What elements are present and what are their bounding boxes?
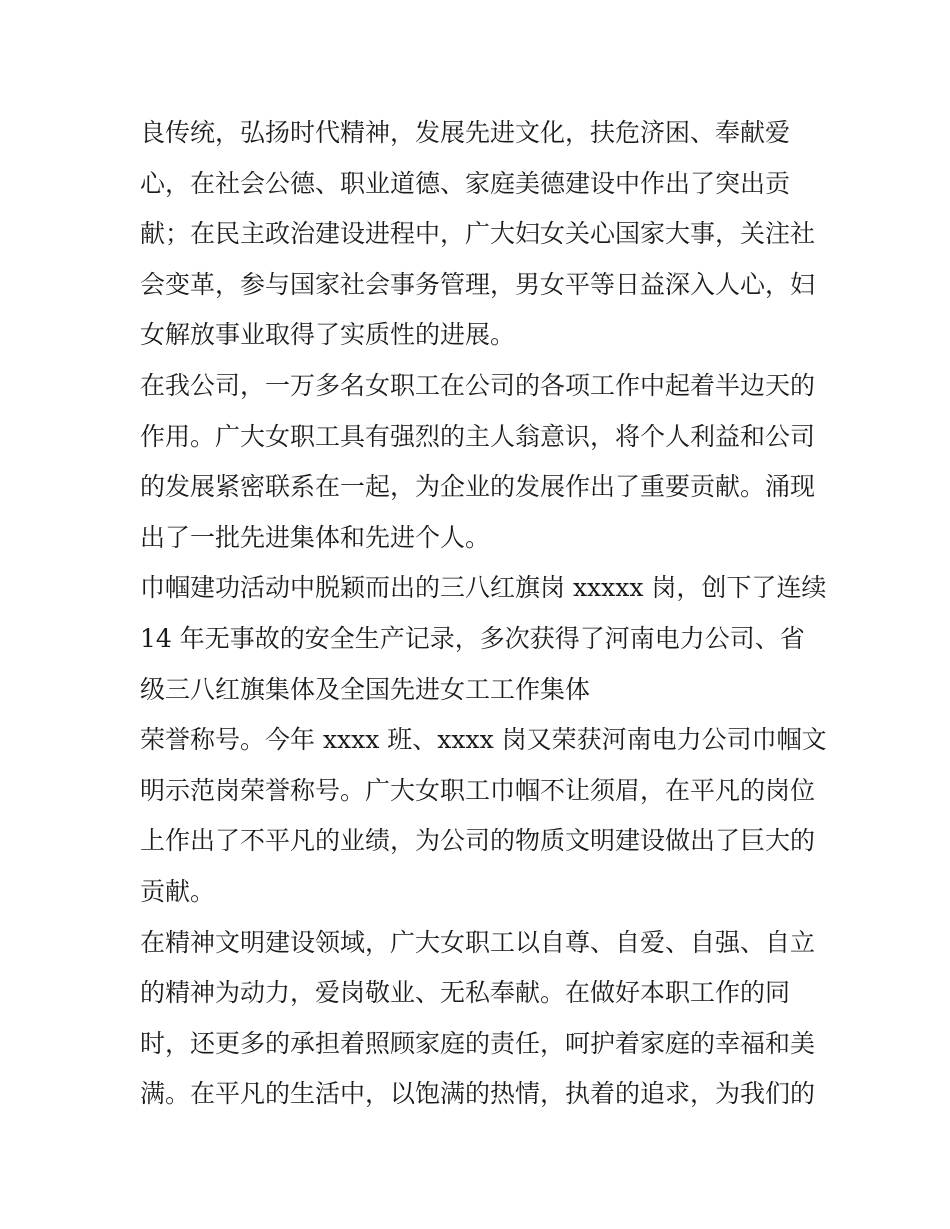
text-line: 明示范岗荣誉称号。广大女职工巾帼不让须眉，在平凡的岗位 bbox=[140, 775, 816, 805]
text-line: 作用。广大女职工具有强烈的主人翁意识，将个人利益和公司 bbox=[140, 421, 816, 451]
text-line: 上作出了不平凡的业绩，为公司的物质文明建设做出了巨大的 bbox=[140, 826, 816, 856]
text-line: 贡献。 bbox=[140, 876, 216, 906]
document-body bbox=[140, 108, 827, 1120]
text-line: 满。在平凡的生活中，以饱满的热情，执着的追求，为我们的 bbox=[140, 1079, 816, 1109]
text-line: 荣誉称号。今年 xxxx 班、xxxx 岗又荣获河南电力公司巾帼文 bbox=[140, 725, 827, 755]
text-line: 的精神为动力，爱岗敬业、无私奉献。在做好本职工作的同 bbox=[140, 978, 791, 1008]
paragraph bbox=[140, 918, 820, 1120]
text-line: 会变革，参与国家社会事务管理，男女平等日益深入人心，妇 bbox=[140, 269, 816, 299]
text-line: 在我公司，一万多名女职工在公司的各项工作中起着半边天的 bbox=[140, 370, 816, 400]
text-line: 女解放事业取得了实质性的进展。 bbox=[140, 320, 516, 350]
paragraph bbox=[140, 361, 820, 563]
text-line: 在精神文明建设领域，广大女职工以自尊、自爱、自强、自立 bbox=[140, 927, 816, 957]
text-line: 献；在民主政治建设进程中，广大妇女关心国家大事，关注社 bbox=[140, 219, 816, 249]
paragraph bbox=[140, 108, 820, 361]
paragraph bbox=[140, 563, 827, 715]
text-line: 心，在社会公德、职业道德、家庭美德建设中作出了突出贡 bbox=[140, 168, 791, 198]
text-line: 出了一批先进集体和先进个人。 bbox=[140, 522, 491, 552]
text-line: 的发展紧密联系在一起，为企业的发展作出了重要贡献。涌现 bbox=[140, 472, 816, 502]
text-line: 巾帼建功活动中脱颖而出的三八红旗岗 xxxxx 岗，创下了连续 bbox=[140, 573, 827, 603]
text-line: 14 年无事故的安全生产记录，多次获得了河南电力公司、省 bbox=[140, 623, 805, 653]
paragraph bbox=[140, 715, 827, 917]
text-line: 良传统，弘扬时代精神，发展先进文化，扶危济困、奉献爱 bbox=[140, 118, 791, 147]
text-line: 时，还更多的承担着照顾家庭的责任，呵护着家庭的幸福和美 bbox=[140, 1028, 816, 1058]
text-line: 级三八红旗集体及全国先进女工工作集体 bbox=[140, 674, 591, 704]
